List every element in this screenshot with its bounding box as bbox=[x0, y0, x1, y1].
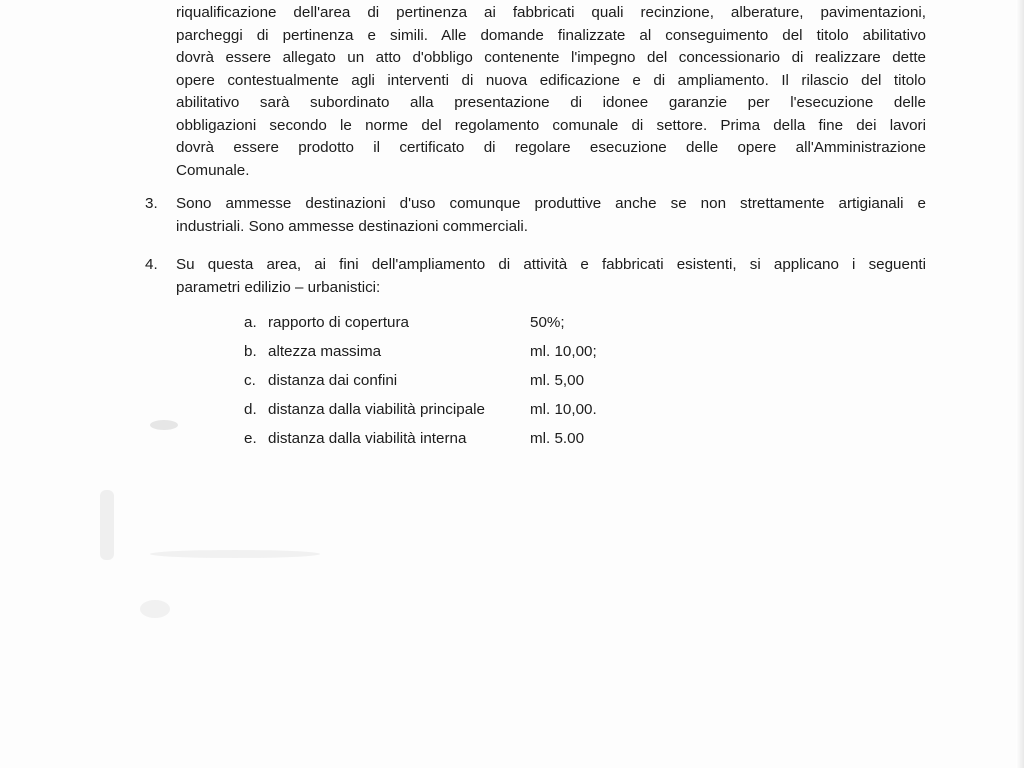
parameter-label: distanza dalla viabilità principale bbox=[268, 401, 485, 418]
paragraph-line: Sono ammesse destinazioni d'uso comunque produttive anche se non strettamente artigianali e bbox=[176, 195, 926, 212]
parameter-letter: e. bbox=[244, 430, 257, 447]
parameter-value: ml. 5,00 bbox=[530, 372, 585, 389]
scan-artifact bbox=[140, 600, 170, 618]
paragraph-line: opere contestualmente agli interventi di nuova edificazione e di ampliamento. Il rilascio del titolo bbox=[176, 71, 926, 89]
parameter-label: distanza dai confini bbox=[268, 372, 398, 389]
parameter-value: 50%; bbox=[530, 314, 565, 331]
parameter-letter: a. bbox=[244, 314, 257, 331]
parameter-letter: d. bbox=[244, 401, 257, 418]
paragraph-line: abilitativo sarà subordinato alla presentazione di idonee garanzie per l'esecuzione delle bbox=[176, 94, 926, 111]
scan-artifact bbox=[150, 550, 320, 558]
item-4-paragraph bbox=[176, 254, 926, 299]
continued-paragraph bbox=[176, 2, 926, 182]
parameter-value: ml. 10,00. bbox=[530, 401, 597, 418]
paragraph-line: riqualificazione dell'area di pertinenza ai fabbricati quali recinzione, alberature, pavimentazioni, bbox=[176, 4, 926, 21]
parameter-label: altezza massima bbox=[268, 343, 382, 360]
parameter-label: distanza dalla viabilità interna bbox=[268, 430, 467, 447]
parameter-row bbox=[244, 424, 664, 453]
paragraph-line: Su questa area, ai fini dell'ampliamento di attività e fabbricati esistenti, si applicano i seguenti bbox=[176, 256, 926, 273]
parameter-value: ml. 10,00; bbox=[530, 343, 597, 360]
parameter-letter: b. bbox=[244, 343, 257, 360]
item-3-number: 3. bbox=[145, 195, 158, 212]
parameter-label: rapporto di copertura bbox=[268, 314, 409, 331]
parameter-row bbox=[244, 337, 664, 366]
parameter-row bbox=[244, 395, 664, 424]
scan-artifact bbox=[150, 420, 178, 430]
paragraph-line: dovrà essere allegato un atto d'obbligo contenente l'impegno del concessionario di realizzare dette bbox=[176, 49, 926, 66]
parameter-value: ml. 5.00 bbox=[530, 430, 585, 447]
paragraph-line: dovrà essere prodotto il certificato di regolare esecuzione delle opere all'Amministrazione bbox=[176, 139, 926, 156]
page-edge-shadow bbox=[1016, 0, 1024, 768]
paragraph-line: obbligazioni secondo le norme del regolamento comunale di settore. Prima della fine dei lavori bbox=[176, 116, 926, 134]
paragraph-line: parcheggi di pertinenza e simili. Alle domande finalizzate al conseguimento del titolo abilitativo bbox=[176, 26, 926, 44]
item-4-number: 4. bbox=[145, 256, 158, 273]
parameter-letter: c. bbox=[244, 372, 256, 389]
parameters-list bbox=[244, 308, 664, 453]
scan-artifact bbox=[100, 490, 114, 560]
paragraph-line: parametri edilizio – urbanistici: bbox=[176, 278, 381, 296]
parameter-row bbox=[244, 366, 664, 395]
paragraph-line: industriali. Sono ammesse destinazioni commerciali. bbox=[176, 217, 528, 235]
parameter-row bbox=[244, 308, 664, 337]
paragraph-line: Comunale. bbox=[176, 161, 250, 179]
item-3-paragraph bbox=[176, 193, 926, 238]
